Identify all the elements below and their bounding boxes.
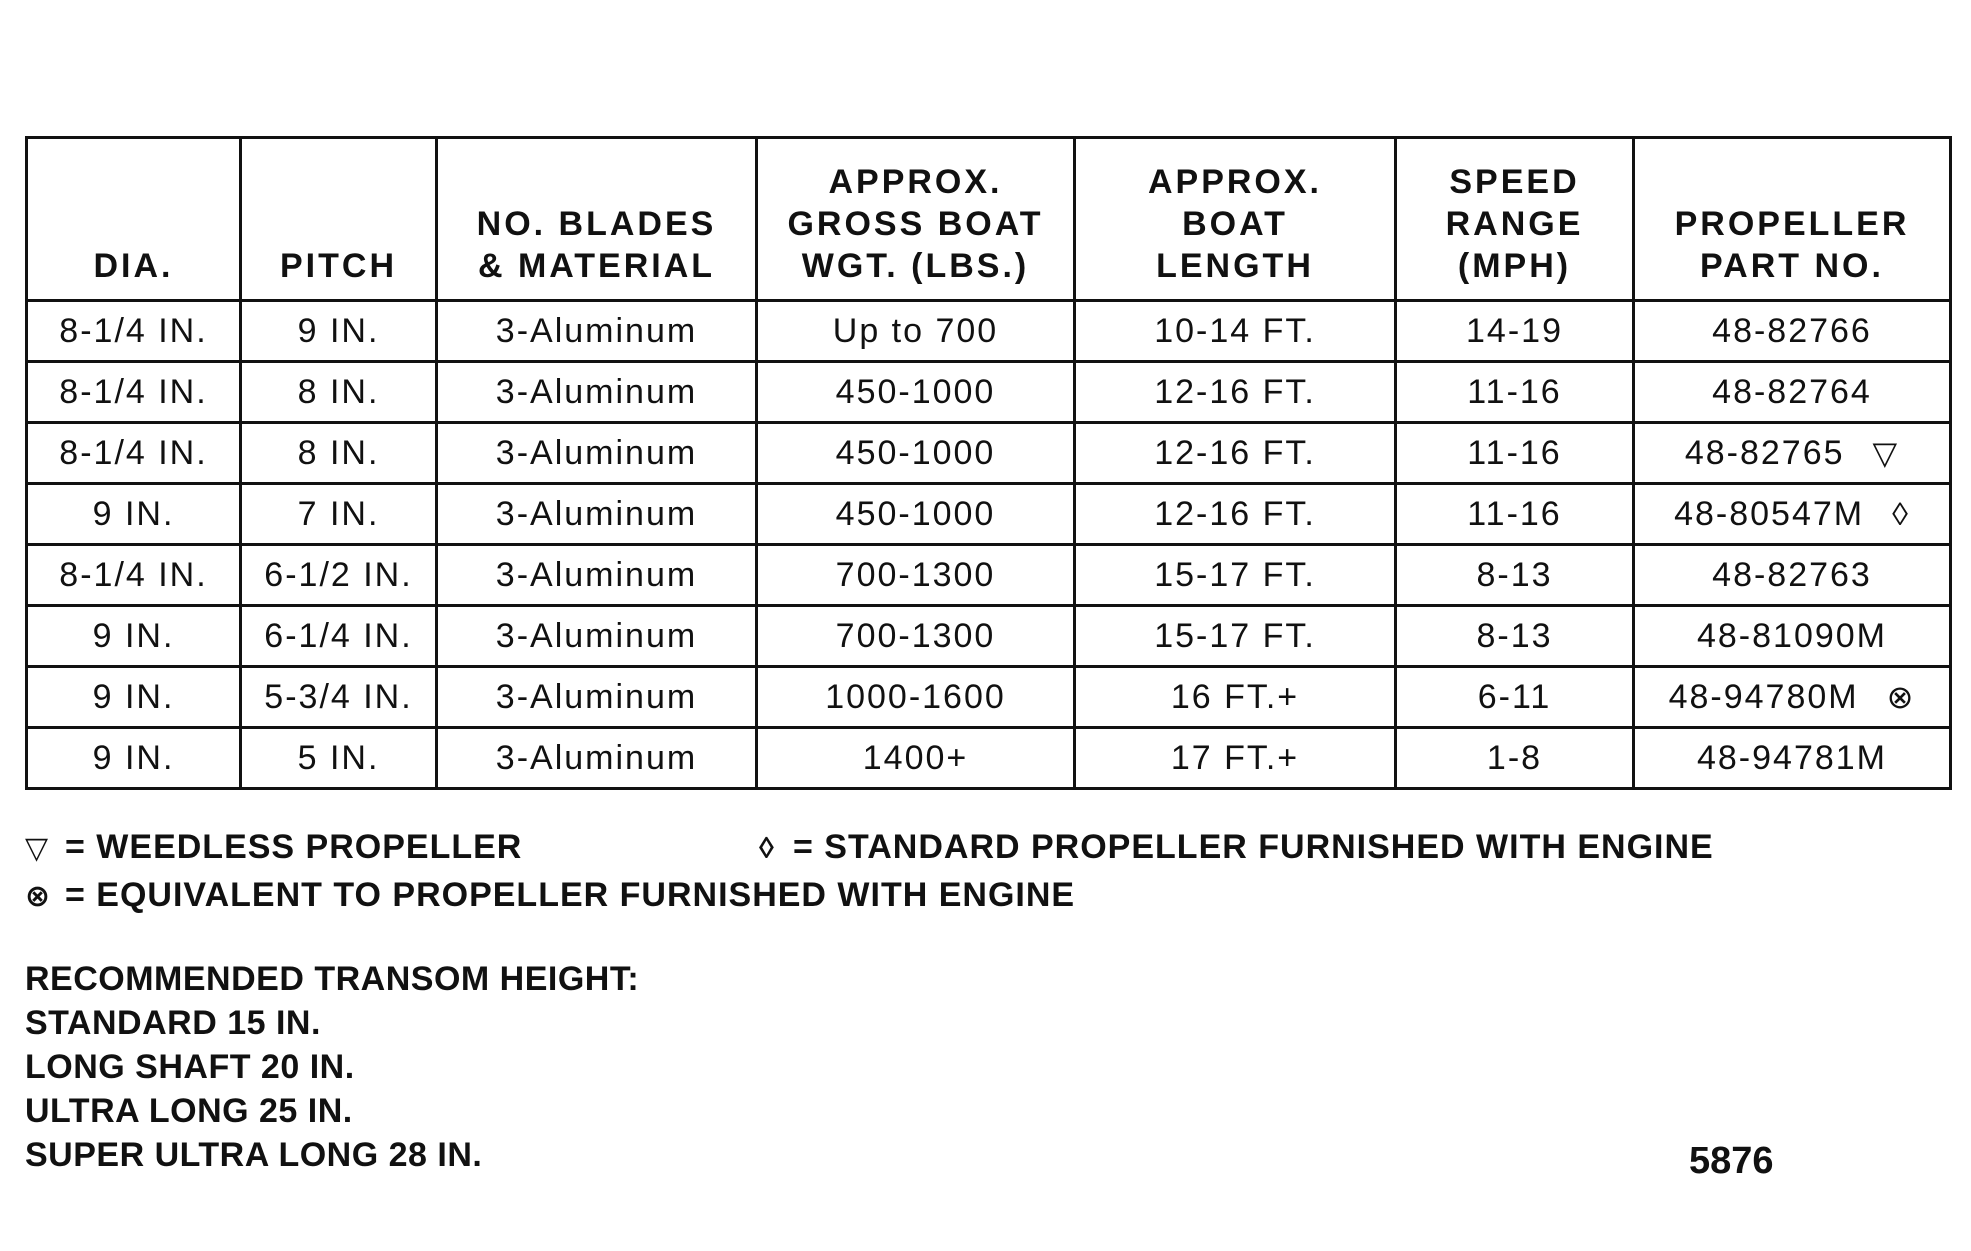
cell-blades-text: 3-Aluminum — [495, 555, 698, 594]
cell-pitch-text: 6-1/2 IN. — [264, 555, 413, 594]
cell-pitch — [241, 667, 437, 728]
cell-part-number — [1634, 484, 1951, 545]
transom-super-ultra-long: SUPER ULTRA LONG 28 IN. — [25, 1136, 483, 1174]
cell-speed — [1396, 545, 1634, 606]
cell-blades — [437, 423, 757, 484]
cell-length-text: 12-16 FT. — [1154, 433, 1316, 472]
cell-weight-text: 700-1300 — [835, 616, 996, 655]
cell-blades — [437, 667, 757, 728]
part-marker-icon: ▽ — [1872, 434, 1900, 471]
cell-blades — [437, 606, 757, 667]
header-blades-material: NO. BLADES & MATERIAL — [437, 138, 757, 301]
cell-dia-text: 8-1/4 IN. — [59, 555, 208, 594]
table-row — [27, 301, 1951, 362]
cell-dia — [27, 423, 241, 484]
cell-weight — [757, 545, 1075, 606]
cell-speed — [1396, 301, 1634, 362]
cell-pitch-text: 5 IN. — [297, 738, 380, 777]
cell-speed — [1396, 484, 1634, 545]
cell-part-number-text: 48-82765 — [1684, 433, 1845, 472]
cell-blades-text: 3-Aluminum — [495, 311, 698, 350]
header-pitch: PITCH — [241, 138, 437, 301]
cell-dia — [27, 667, 241, 728]
cell-part-number — [1634, 728, 1951, 789]
cell-weight — [757, 423, 1075, 484]
legend-equivalent-text: = EQUIVALENT TO PROPELLER FURNISHED WITH ENGINE — [65, 876, 1076, 914]
cell-part-number — [1634, 301, 1951, 362]
cell-speed-text: 11-16 — [1467, 372, 1562, 411]
cell-length — [1075, 667, 1396, 728]
cell-length-text: 16 FT.+ — [1170, 677, 1300, 716]
cell-pitch — [241, 301, 437, 362]
cell-part-number-text: 48-94781M — [1696, 738, 1887, 777]
cell-part-number — [1634, 667, 1951, 728]
table-row — [27, 362, 1951, 423]
cell-speed-text: 11-16 — [1467, 494, 1562, 533]
header-boat-weight: APPROX. GROSS BOAT WGT. (LBS.) — [757, 138, 1075, 301]
cell-part-number-text: 48-94780M — [1668, 677, 1859, 716]
cell-dia-text: 8-1/4 IN. — [59, 311, 208, 350]
table-row — [27, 423, 1951, 484]
cell-length-text: 17 FT.+ — [1170, 738, 1300, 777]
cell-part-number-text: 48-82766 — [1712, 311, 1872, 350]
cell-part-number — [1634, 423, 1951, 484]
cell-weight-text: 1000-1600 — [825, 677, 1006, 716]
cell-part-number — [1634, 545, 1951, 606]
cell-dia — [27, 545, 241, 606]
cell-dia-text: 8-1/4 IN. — [59, 372, 208, 411]
cell-dia-text: 8-1/4 IN. — [59, 433, 208, 472]
cell-blades-text: 3-Aluminum — [495, 433, 698, 472]
cell-part-number-text: 48-82763 — [1712, 555, 1872, 594]
transom-long-shaft: LONG SHAFT 20 IN. — [25, 1048, 355, 1086]
header-boat-length: APPROX. BOAT LENGTH — [1075, 138, 1396, 301]
cell-length-text: 15-17 FT. — [1154, 555, 1316, 594]
cell-speed-text: 6-11 — [1477, 677, 1552, 716]
cell-pitch-text: 8 IN. — [297, 433, 380, 472]
header-speed-range: SPEED RANGE (MPH) — [1396, 138, 1634, 301]
cell-pitch — [241, 484, 437, 545]
cell-blades — [437, 728, 757, 789]
cell-blades — [437, 301, 757, 362]
legend-line-1 — [25, 827, 522, 869]
cell-pitch-text: 9 IN. — [297, 311, 380, 350]
transom-ultra-long: ULTRA LONG 25 IN. — [25, 1092, 353, 1130]
cell-weight-text: 450-1000 — [835, 433, 996, 472]
cell-weight — [757, 301, 1075, 362]
cell-pitch-text: 6-1/4 IN. — [264, 616, 413, 655]
cell-length-text: 15-17 FT. — [1154, 616, 1316, 655]
cell-dia — [27, 728, 241, 789]
legend-standard — [759, 827, 1714, 869]
cell-pitch-text: 5-3/4 IN. — [264, 677, 413, 716]
cell-dia — [27, 362, 241, 423]
cell-blades — [437, 362, 757, 423]
table-row — [27, 606, 1951, 667]
cell-length — [1075, 423, 1396, 484]
cell-speed — [1396, 362, 1634, 423]
cell-speed-text: 11-16 — [1467, 433, 1562, 472]
cell-speed-text: 8-13 — [1476, 616, 1553, 655]
cell-dia-text: 9 IN. — [92, 738, 175, 777]
cell-dia-text: 9 IN. — [92, 616, 175, 655]
header-part-number: PROPELLER PART NO. — [1634, 138, 1951, 301]
cell-length — [1075, 362, 1396, 423]
cell-blades-text: 3-Aluminum — [495, 372, 698, 411]
cell-weight-text: 700-1300 — [835, 555, 996, 594]
figure-number: 5876 — [1689, 1140, 1774, 1182]
cell-speed — [1396, 728, 1634, 789]
part-marker-icon: ⊗ — [1886, 678, 1916, 715]
table-row — [27, 728, 1951, 789]
cell-length — [1075, 606, 1396, 667]
cell-pitch — [241, 423, 437, 484]
legend-weedless-text: = WEEDLESS PROPELLER — [65, 828, 523, 866]
propeller-table — [25, 136, 1952, 790]
cell-speed — [1396, 667, 1634, 728]
equivalent-symbol-icon: ⊗ — [25, 880, 52, 913]
cell-dia-text: 9 IN. — [92, 494, 175, 533]
cell-blades-text: 3-Aluminum — [495, 616, 698, 655]
cell-length — [1075, 728, 1396, 789]
part-marker-icon: ◊ — [1892, 495, 1910, 532]
table-row — [27, 545, 1951, 606]
legend-standard-text: = STANDARD PROPELLER FURNISHED WITH ENGINE — [793, 828, 1714, 866]
standard-symbol-icon: ◊ — [759, 832, 775, 865]
cell-pitch-text: 7 IN. — [297, 494, 380, 533]
cell-speed — [1396, 423, 1634, 484]
cell-weight — [757, 667, 1075, 728]
cell-part-number — [1634, 606, 1951, 667]
cell-length-text: 10-14 FT. — [1154, 311, 1316, 350]
cell-weight-text: Up to 700 — [832, 311, 999, 350]
cell-pitch — [241, 728, 437, 789]
cell-length — [1075, 301, 1396, 362]
cell-speed — [1396, 606, 1634, 667]
cell-part-number-text: 48-81090M — [1696, 616, 1887, 655]
cell-dia — [27, 301, 241, 362]
header-dia: DIA. — [27, 138, 241, 301]
cell-weight — [757, 606, 1075, 667]
cell-pitch — [241, 545, 437, 606]
cell-part-number-text: 48-82764 — [1712, 372, 1872, 411]
table-row — [27, 667, 1951, 728]
cell-length — [1075, 545, 1396, 606]
weedless-symbol-icon: ▽ — [25, 832, 50, 865]
cell-dia-text: 9 IN. — [92, 677, 175, 716]
cell-blades — [437, 545, 757, 606]
cell-dia — [27, 484, 241, 545]
cell-length-text: 12-16 FT. — [1154, 494, 1316, 533]
cell-speed-text: 1-8 — [1486, 738, 1543, 777]
cell-weight — [757, 728, 1075, 789]
transom-height-block — [25, 957, 639, 1177]
table-row — [27, 484, 1951, 545]
table-header-row — [27, 138, 1951, 301]
cell-length — [1075, 484, 1396, 545]
cell-speed-text: 14-19 — [1466, 311, 1563, 350]
transom-standard: STANDARD 15 IN. — [25, 1004, 321, 1042]
cell-weight-text: 450-1000 — [835, 494, 996, 533]
cell-weight — [757, 484, 1075, 545]
cell-blades-text: 3-Aluminum — [495, 738, 698, 777]
cell-length-text: 12-16 FT. — [1154, 372, 1316, 411]
cell-weight-text: 450-1000 — [835, 372, 996, 411]
legend-line-2 — [25, 875, 1075, 917]
cell-blades — [437, 484, 757, 545]
cell-part-number — [1634, 362, 1951, 423]
cell-pitch — [241, 606, 437, 667]
cell-dia — [27, 606, 241, 667]
cell-pitch-text: 8 IN. — [297, 372, 380, 411]
transom-heading: RECOMMENDED TRANSOM HEIGHT: — [25, 960, 640, 998]
cell-weight-text: 1400+ — [862, 738, 969, 777]
cell-weight — [757, 362, 1075, 423]
cell-speed-text: 8-13 — [1476, 555, 1553, 594]
cell-blades-text: 3-Aluminum — [495, 494, 698, 533]
cell-part-number-text: 48-80547M — [1674, 494, 1865, 533]
cell-blades-text: 3-Aluminum — [495, 677, 698, 716]
cell-pitch — [241, 362, 437, 423]
